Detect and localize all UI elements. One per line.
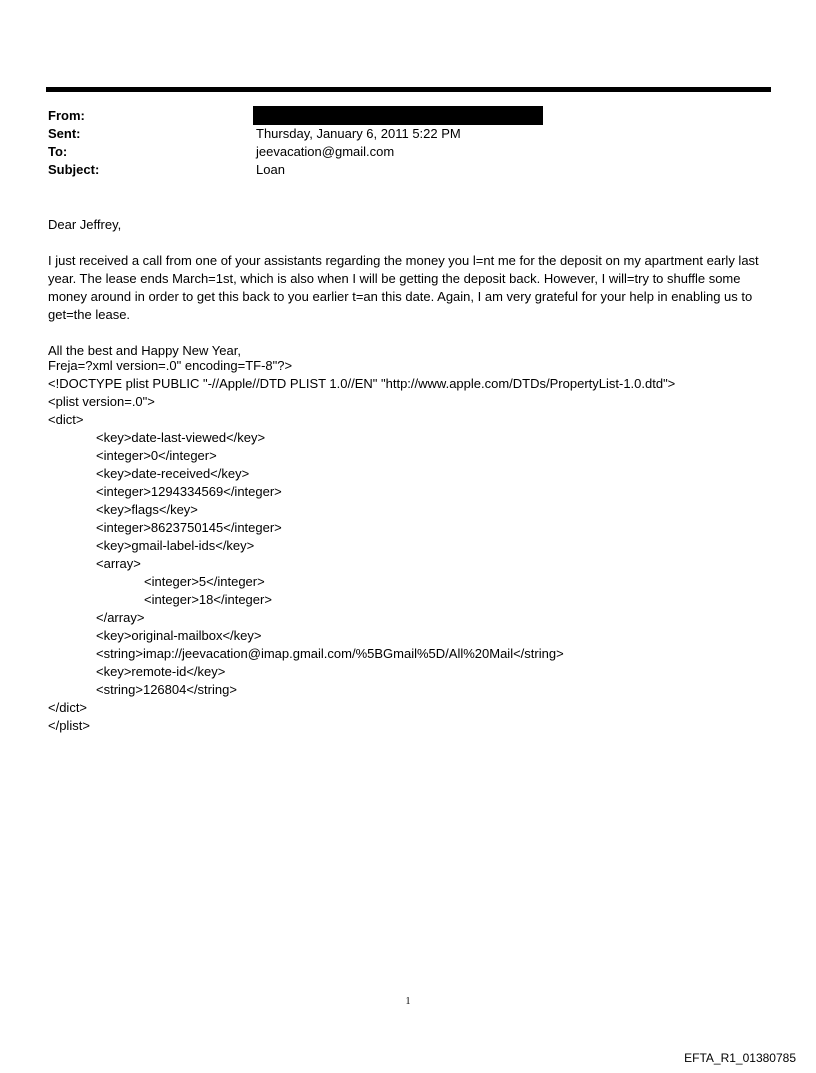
sent-value: Thursday, January 6, 2011 5:22 PM [256, 126, 461, 141]
to-value: jeevacation@gmail.com [256, 144, 395, 159]
code-line: <dict> [48, 412, 84, 427]
code-line: <key>date-last-viewed</key> [96, 430, 266, 445]
from-label: From: [48, 108, 85, 123]
code-line: <key>flags</key> [96, 502, 198, 517]
body-paragraph: I just received a call from one of your assistants regarding the money you l=nt me for the deposit on my apartment early last year. The lease ends March=1st, which is also when I will be getting the deposit back. However, I will=try to shuffle some money around in order to get this back to you earlier t=an this date. Again, I am very grateful for your help in enabling us to get=the lease. [48, 253, 759, 322]
redaction-box [253, 106, 543, 125]
code-line: <integer>18</integer> [144, 592, 272, 607]
closing: All the best and Happy New Year, [48, 343, 241, 358]
to-label: To: [48, 144, 68, 159]
code-line: <integer>1294334569</integer> [96, 484, 282, 499]
subject-value: Loan [256, 162, 285, 177]
document-id: EFTA_R1_01380785 [684, 1051, 796, 1065]
header-rule [46, 87, 771, 92]
greeting: Dear Jeffrey, [48, 217, 122, 232]
subject-label: Subject: [48, 162, 100, 177]
code-line: <string>imap://jeevacation@imap.gmail.com/%5BGmail%5D/All%20Mail</string> [96, 646, 564, 661]
code-line: <key>original-mailbox</key> [96, 628, 262, 643]
page-number: 1 [405, 996, 411, 1007]
code-line: </plist> [48, 718, 90, 733]
code-line: <key>gmail-label-ids</key> [96, 538, 255, 553]
email-body [48, 216, 772, 360]
code-line: <key>remote-id</key> [96, 664, 226, 679]
code-line: </dict> [48, 700, 88, 715]
code-line: <plist version=.0"> [48, 394, 155, 409]
code-line: <string>126804</string> [96, 682, 237, 697]
code-line: <integer>8623750145</integer> [96, 520, 282, 535]
sent-label: Sent: [48, 126, 81, 141]
plist-block [48, 357, 675, 735]
code-line: <key>date-received</key> [96, 466, 250, 481]
code-line: Freja=?xml version=.0" encoding=TF-8"?> [48, 358, 293, 373]
code-line: <!DOCTYPE plist PUBLIC "-//Apple//DTD PLIST 1.0//EN" "http://www.apple.com/DTDs/PropertyList-1.0.dtd"> [48, 376, 676, 391]
code-line: <integer>0</integer> [96, 448, 217, 463]
code-line: <integer>5</integer> [144, 574, 265, 589]
code-line: </array> [96, 610, 145, 625]
code-line: <array> [96, 556, 141, 571]
